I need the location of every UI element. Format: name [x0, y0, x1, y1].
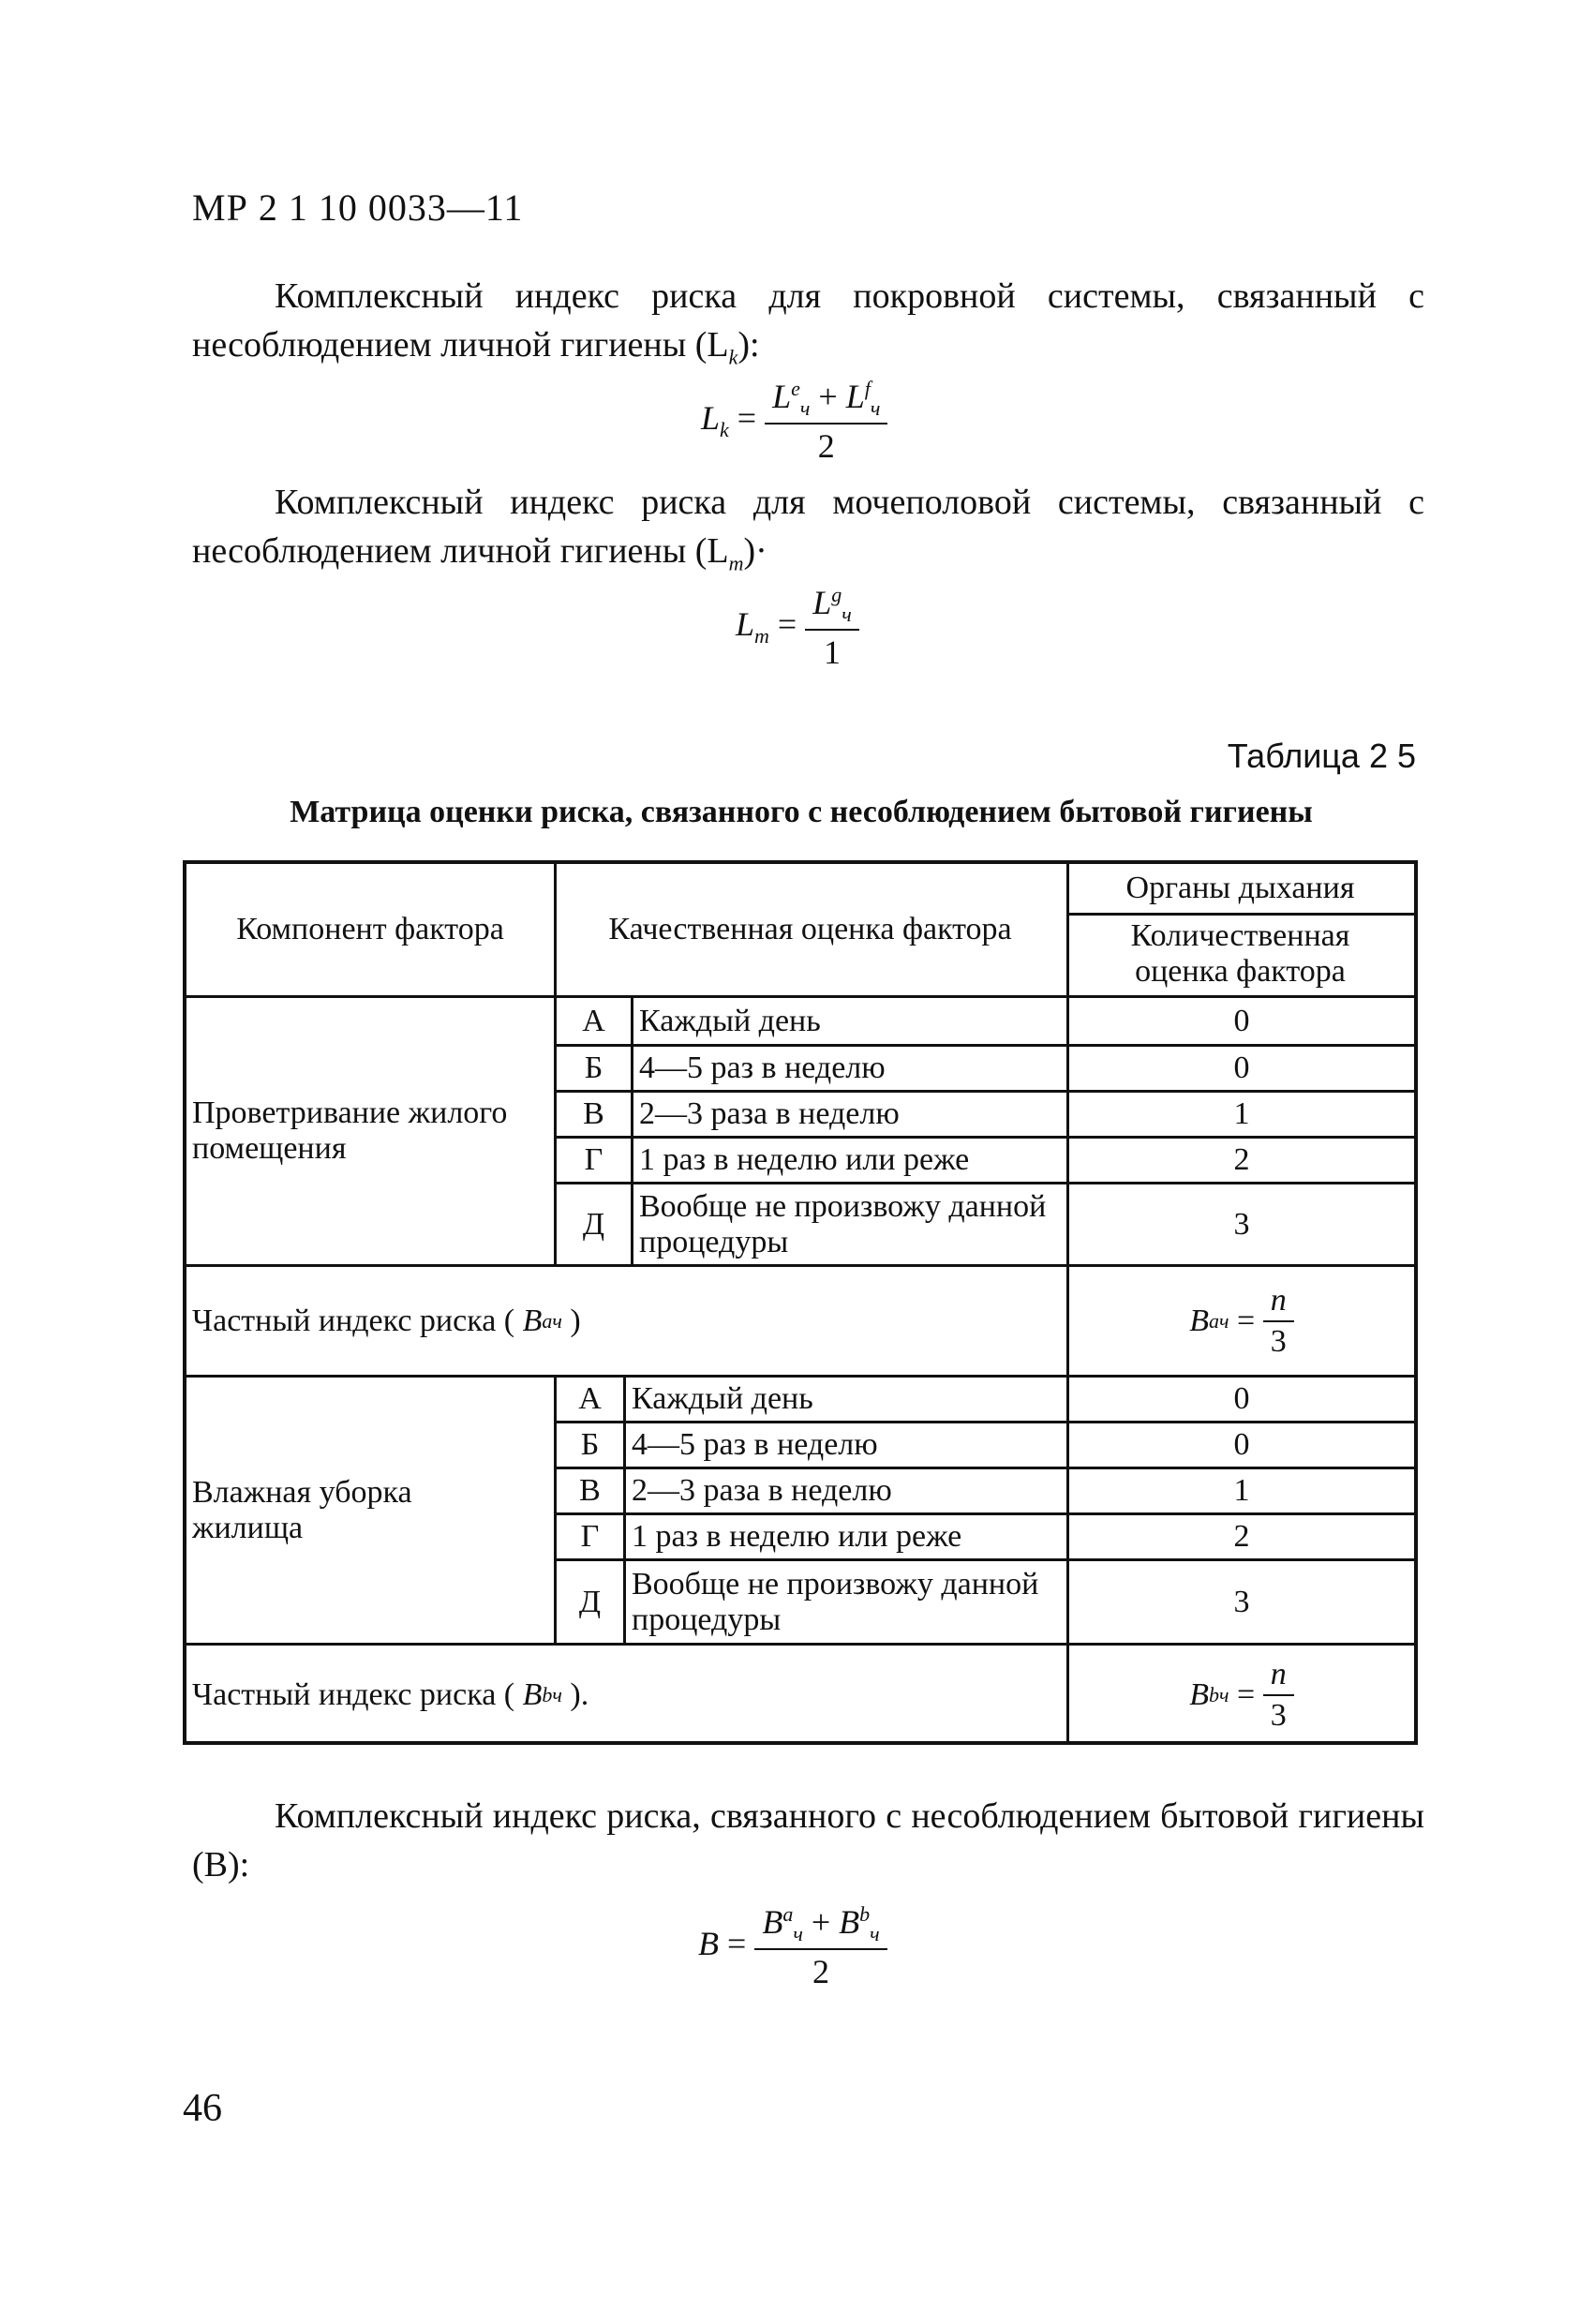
subscript: k — [728, 345, 738, 369]
code-cell: Д — [582, 1206, 605, 1242]
code-cell: Б — [584, 1050, 603, 1085]
code-cell: Б — [580, 1427, 600, 1462]
document-code: МР 2 1 10 0033—11 — [192, 186, 524, 229]
partial-index-label-a: Частный индекс риска ( B a ч ) — [192, 1303, 581, 1338]
answer-cell: 4—5 раз в неделю — [639, 1050, 886, 1085]
value-cell: 3 — [1233, 1584, 1250, 1619]
formula-b: B = $\frac{B^a_ч + B^b_ч}{2}$ — [698, 1902, 887, 1991]
formula-lk: $L_k$ = $\frac{L^e_ч + L^f_ч}{2}$ — [701, 377, 887, 466]
formula-b-fraction: $\frac{B^a_ч + B^b_ч}{2}$ — [754, 1902, 886, 1991]
paragraph-household: Комплексный индекс риска, связанного с несоблюдением бытовой гигиены (B): — [192, 1796, 1424, 1885]
table-label: Таблица 2 5 — [1227, 737, 1416, 775]
partial-index-formula-a: B a ч = $\frac{n}{3}$ — [1069, 1267, 1414, 1375]
component-wet-cleaning: Влажная уборка жилища — [192, 1474, 412, 1545]
partial-index-formula-b: B b ч = $\frac{n}{3}$ — [1069, 1646, 1414, 1745]
header-component: Компонент фактора — [236, 912, 504, 946]
paragraph-text: Комплексный индекс риска для покровной системы, связанный с несоблюдением личной гигиены (L — [192, 276, 1424, 365]
answer-cell: Вообще не произвожу данной процедуры — [632, 1566, 1039, 1637]
value-cell: 0 — [1233, 1381, 1250, 1416]
formula-lm-fraction: $\frac{L^g_ч}{1}$ — [805, 583, 859, 672]
value-cell: 0 — [1233, 1003, 1250, 1038]
table-title: Матрица оценки риска, связанного с несоблюдением бытовой гигиены — [290, 795, 1313, 829]
code-cell: А — [582, 1003, 605, 1038]
value-cell: 2 — [1233, 1519, 1250, 1554]
header-qualitative: Качественная оценка фактора — [608, 912, 1012, 946]
answer-cell: Вообще не произвожу данной процедуры — [639, 1188, 1047, 1259]
code-cell: В — [579, 1473, 601, 1508]
code-cell: Д — [578, 1584, 602, 1619]
value-cell: 2 — [1233, 1142, 1250, 1177]
paragraph-integumentary — [192, 272, 1424, 382]
formula-lm: $L_m$ = $\frac{L^g_ч}{1}$ — [736, 583, 859, 672]
code-cell: Г — [584, 1142, 603, 1177]
answer-cell: 1 раз в неделю или реже — [632, 1519, 962, 1554]
page-number: 46 — [183, 2087, 222, 2130]
component-ventilation: Проветривание жилого помещения — [192, 1095, 508, 1166]
partial-index-label-b: Частный индекс риска ( B b ч ). — [192, 1677, 589, 1712]
formula-lk-fraction: $\frac{L^e_ч + L^f_ч}{2}$ — [765, 377, 887, 466]
answer-cell: Каждый день — [632, 1381, 813, 1416]
answer-cell: 1 раз в неделю или реже — [639, 1142, 970, 1177]
risk-matrix-table — [183, 860, 1418, 1745]
header-organ: Органы дыхания — [1125, 871, 1355, 905]
answer-cell: 2—3 раза в неделю — [639, 1096, 900, 1131]
code-cell: В — [583, 1096, 604, 1131]
value-cell: 0 — [1233, 1427, 1250, 1462]
value-cell: 1 — [1233, 1473, 1250, 1508]
answer-cell: 2—3 раза в неделю — [632, 1473, 892, 1508]
value-cell: 0 — [1233, 1050, 1250, 1085]
paragraph-genitourinary: Комплексный индекс риска для мочеполовой системы, связанный с несоблюдением личной гигиены $(L_m)\cdot$ — [192, 483, 1424, 575]
paragraph-end: ): — [737, 325, 760, 365]
value-cell: 3 — [1233, 1206, 1250, 1242]
header-quantitative: Количественная оценка фактора — [1130, 918, 1350, 989]
answer-cell: Каждый день — [639, 1003, 821, 1038]
code-cell: Г — [580, 1519, 600, 1554]
code-cell: А — [578, 1381, 602, 1416]
value-cell: 1 — [1233, 1096, 1250, 1131]
answer-cell: 4—5 раз в неделю — [632, 1427, 878, 1462]
